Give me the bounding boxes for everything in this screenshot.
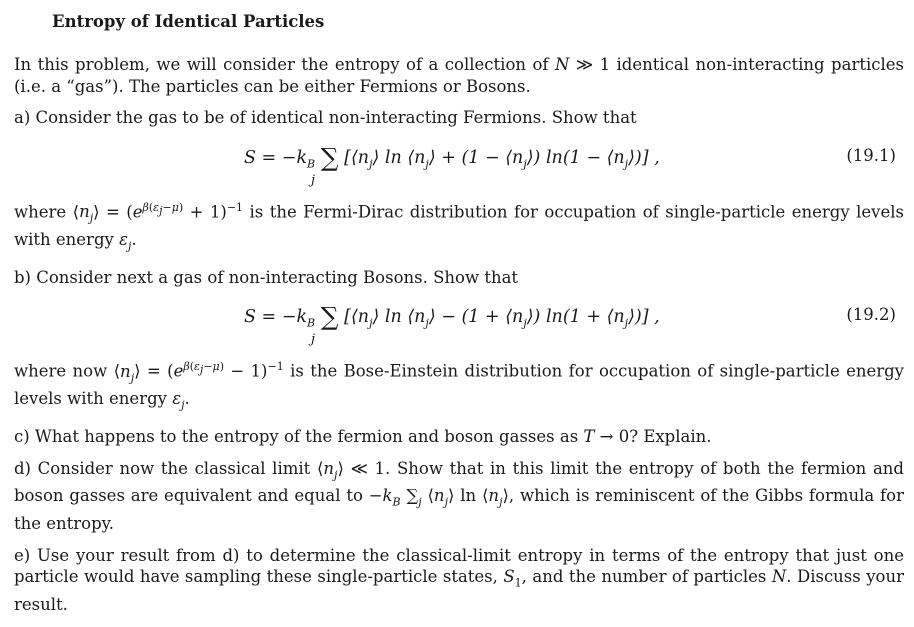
equation-number-19-2: (19.2) — [846, 305, 896, 325]
problem-title: Entropy of Identical Particles — [52, 12, 325, 31]
part-b-text: b) Consider next a gas of non-interacting Bosons. Show that — [14, 267, 519, 287]
part-e-text: e) Use your result from d) to determine the classical-limit entropy in terms of the entropy that just one particle would have sampling these single-particle states, $S_1$, and the number of particles N. Discuss your result. — [14, 545, 904, 615]
part-c-text: c) What happens to the entropy of the fermion and boson gasses as T → 0? Explain. — [14, 427, 712, 447]
part-a-text: a) Consider the gas to be of identical non-interacting Fermions. Show that — [14, 108, 637, 127]
equation-19-1-row — [14, 143, 904, 191]
part-d-text: d) Consider now the classical limit $⟨n_j⟩$ ≪ 1. Show that in this limit the entropy of both the fermion and boson gasses are equivalent and equal to $-k_B$ $\sum_j$ $⟨n_j⟩$ $\ln ⟨n_j⟩$, which is reminiscent of the Gibbs formula for the entropy. — [14, 458, 904, 534]
part-b-where: where now $⟨n_j⟩ = (e^{\beta(\varepsilon_j-\mu)} - 1)^{-1}$ is the Bose-Einstein distribution for occupation of single-particle energy levels with energy $\varepsilon_j$. — [14, 360, 905, 412]
equation-19-1: $S = -k_B$ ∑ [$⟨n_j⟩$ $\ln ⟨n_j⟩ + (1$ − $⟨n_j⟩$) $\ln(1 - ⟨n_j⟩)$] , j — [244, 142, 660, 188]
equation-19-2: $S = -k_B$ ∑ [$⟨n_j⟩$ $\ln ⟨n_j⟩ - (1$ + $⟨n_j⟩$) $\ln(1 + ⟨n_j⟩)$] , j — [244, 302, 660, 348]
equation-19-2-row — [14, 302, 904, 350]
part-a-where: where $⟨n_j⟩ = (e^{\beta(\varepsilon_j-\mu)} + 1)^{-1}$ is the Fermi-Dirac distribution for occupation of single-particle energy levels with energy $\varepsilon_j$. — [14, 200, 904, 253]
equation-number-19-1: (19.1) — [846, 145, 896, 165]
intro-paragraph: In this problem, we will consider the entropy of a collection of N ≫ 1 identical non-interacting particles (i.e. a “gas”). The particles can be either Fermions or Bosons. — [14, 55, 904, 96]
